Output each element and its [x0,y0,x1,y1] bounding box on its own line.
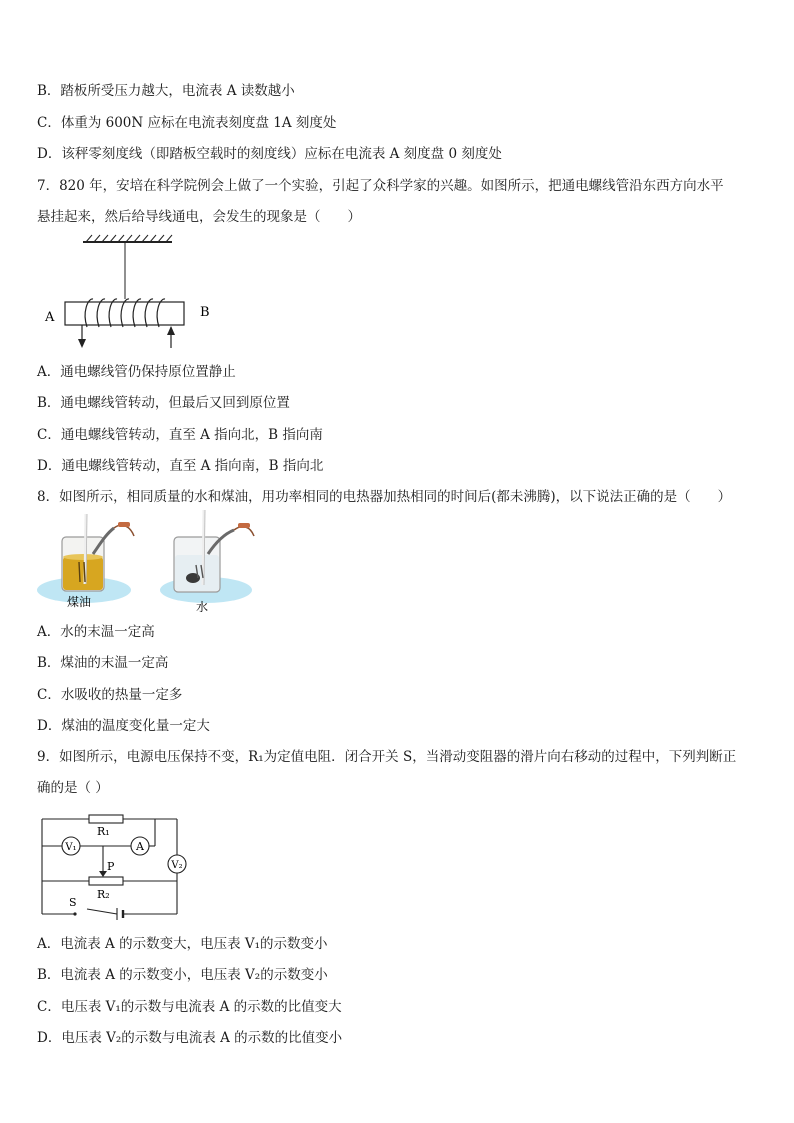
r2-label: R₂ [97,888,110,901]
q8-beakers-figure [36,510,261,615]
q8-stem: 8．如图所示，相同质量的水和煤油，用功率相同的电热器加热相同的时间后(都未沸腾)，以下说法正确的是（ ） [37,489,732,505]
v1-label: V₁ [65,842,77,853]
switch-pivot [73,912,76,915]
q9-option-c: C．电压表 V₁的示数与电流表 A 的示数的比值变大 [37,999,342,1015]
q9-circuit-figure [37,810,197,920]
solenoid-end-b-label: B [200,305,210,320]
current-up-arrow-icon [167,326,175,335]
q9-stem-line-1: 9．如图所示，电源电压保持不变，R₁为定值电阻．闭合开关 S，当滑动变阻器的滑片向右移动的过程中，下列判断正 [37,749,737,765]
q7-stem-line-1: 7．820 年，安培在科学院例会上做了一个实验，引起了众科学家的兴趣。如图所示，把通电螺线管沿东西方向水平 [37,178,724,194]
q6-option-c: C．体重为 600N 应标在电流表刻度盘 1A 刻度处 [37,115,337,131]
water-beaker [174,510,254,592]
q7-option-b: B．通电螺线管转动，但最后又回到原位置 [37,395,290,411]
ammeter-label: A [136,840,144,853]
q6-option-d: D．该秤零刻度线（即踏板空载时的刻度线）应标在电流表 A 刻度盘 0 刻度处 [37,146,502,162]
q7-option-c: C．通电螺线管转动，直至 A 指向北，B 指向南 [37,427,323,443]
q9-option-a: A．电流表 A 的示数变大，电压表 V₁的示数变小 [37,936,328,952]
q8-option-a: A．水的末温一定高 [37,624,155,640]
r1-label: R₁ [97,825,110,838]
r2-rheostat [89,877,123,885]
q7-stem-line-2: 悬挂起来，然后给导线通电，会发生的现象是（ ） [37,209,361,225]
switch-label: S [69,896,77,909]
q9-stem-line-2: 确的是（ ） [37,780,109,796]
slider-p-label: P [107,860,115,873]
kerosene-beaker [62,514,134,591]
q7-option-a: A．通电螺线管仍保持原位置静止 [37,364,236,380]
q8-option-b: B．煤油的末温一定高 [37,655,169,671]
q8-option-c: C．水吸收的热量一定多 [37,687,183,703]
current-down-arrow-icon [78,339,86,348]
q9-option-b: B．电流表 A 的示数变小，电压表 V₂的示数变小 [37,967,328,983]
r1-resistor [89,815,123,823]
q7-solenoid-figure [40,232,220,362]
slider-arrow-icon [99,871,107,877]
v2-label: V₂ [171,860,183,871]
q9-option-d: D．电压表 V₂的示数与电流表 A 的示数的比值变小 [37,1030,343,1046]
water-label: 水 [196,600,209,614]
q6-option-b: B．踏板所受压力越大，电流表 A 读数越小 [37,83,295,99]
q8-option-d: D．煤油的温度变化量一定大 [37,718,210,734]
solenoid-end-a-label: A [45,310,55,325]
q7-option-d: D．通电螺线管转动，直至 A 指向南，B 指向北 [37,458,324,474]
kerosene-label: 煤油 [67,595,92,609]
